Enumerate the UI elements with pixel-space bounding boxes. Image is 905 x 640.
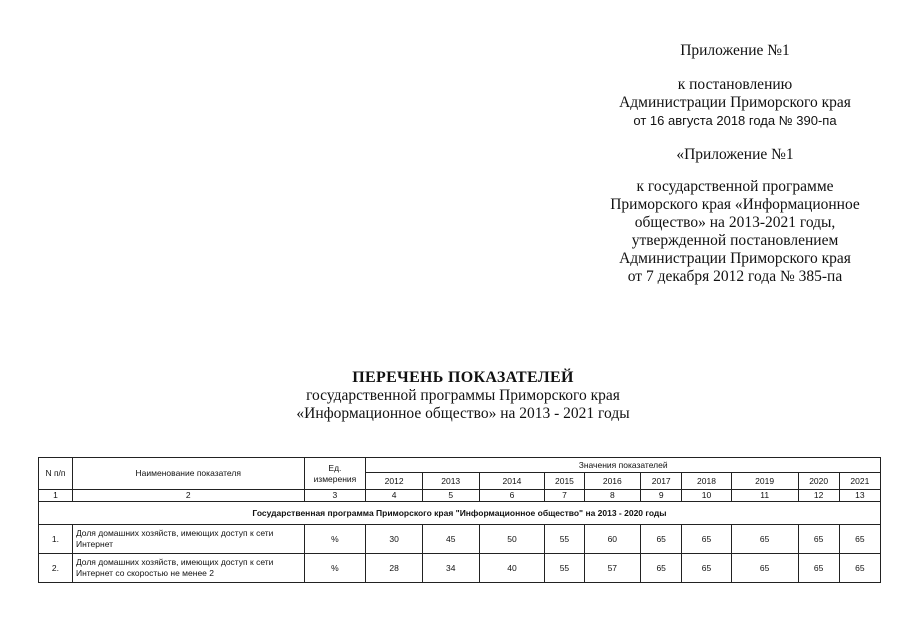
value-cell: 65 [731, 525, 798, 554]
col-header-name: Наименование показателя [72, 458, 304, 490]
title-line-1: ПЕРЕЧЕНЬ ПОКАЗАТЕЛЕЙ [352, 369, 574, 386]
value-cell: 65 [839, 554, 880, 583]
table-row [39, 554, 881, 583]
value-cell: 60 [584, 525, 641, 554]
value-cell: 65 [641, 554, 682, 583]
value-cell: 65 [641, 525, 682, 554]
year-header: 2019 [731, 473, 798, 490]
program-block [560, 178, 905, 286]
column-number: 11 [731, 490, 798, 502]
value-cell: 65 [798, 554, 839, 583]
value-cell: 40 [479, 554, 545, 583]
program-line: к государственной программе [636, 178, 834, 195]
appendix-quoted-block [560, 146, 905, 164]
unit-cell: % [304, 554, 366, 583]
col-header-unit: Ед. измерения [304, 458, 366, 490]
value-cell: 65 [798, 525, 839, 554]
administration-name: Администрации Приморского края [619, 94, 851, 111]
value-cell: 65 [731, 554, 798, 583]
value-cell: 30 [366, 525, 423, 554]
value-cell: 34 [422, 554, 479, 583]
year-header: 2012 [366, 473, 423, 490]
value-cell: 65 [839, 525, 880, 554]
indicators-table [38, 457, 881, 583]
row-number: 1. [39, 525, 73, 554]
program-line: от 7 декабря 2012 года № 385-па [627, 268, 843, 285]
column-number: 1 [39, 490, 73, 502]
value-cell: 55 [545, 525, 584, 554]
title-line-3: «Информационное общество» на 2013 - 2021 годы [296, 405, 630, 422]
value-cell: 28 [366, 554, 423, 583]
title-line-2: государственной программы Приморского края [306, 387, 620, 404]
column-number: 2 [72, 490, 304, 502]
unit-cell: % [304, 525, 366, 554]
year-header: 2018 [682, 473, 731, 490]
document-title [0, 369, 905, 423]
year-header: 2013 [422, 473, 479, 490]
value-cell: 55 [545, 554, 584, 583]
column-number: 12 [798, 490, 839, 502]
resolution-block [560, 76, 905, 130]
year-header: 2016 [584, 473, 641, 490]
value-cell: 57 [584, 554, 641, 583]
column-number: 8 [584, 490, 641, 502]
column-number: 3 [304, 490, 366, 502]
column-number: 5 [422, 490, 479, 502]
table-row [39, 525, 881, 554]
column-number: 6 [479, 490, 545, 502]
value-cell: 65 [682, 554, 731, 583]
year-header: 2014 [479, 473, 545, 490]
appendix-quoted: «Приложение №1 [676, 146, 794, 163]
value-cell: 50 [479, 525, 545, 554]
year-header: 2017 [641, 473, 682, 490]
column-number: 4 [366, 490, 423, 502]
program-line: общество» на 2013-2021 годы, [634, 214, 836, 231]
to-resolution: к постановлению [677, 76, 793, 93]
year-header: 2015 [545, 473, 584, 490]
indicator-name: Доля домашних хозяйств, имеющих доступ к сети Интернет со скоростью не менее 2 [72, 554, 304, 583]
section-heading: Государственная программа Приморского края "Информационное общество" на 2013 - 2020 годы [39, 502, 881, 525]
column-number: 7 [545, 490, 584, 502]
program-line: Администрации Приморского края [619, 250, 851, 267]
resolution-date: от 16 августа 2018 года № 390-па [633, 113, 837, 128]
row-number: 2. [39, 554, 73, 583]
year-header: 2021 [839, 473, 880, 490]
column-number: 9 [641, 490, 682, 502]
program-line: утвержденной постановлением [631, 232, 839, 249]
col-header-values: Значения показателей [366, 458, 881, 473]
column-number: 10 [682, 490, 731, 502]
appendix-label: Приложение №1 [680, 42, 790, 59]
value-cell: 45 [422, 525, 479, 554]
year-header: 2020 [798, 473, 839, 490]
appendix-header [560, 42, 905, 60]
indicator-name: Доля домашних хозяйств, имеющих доступ к сети Интернет [72, 525, 304, 554]
col-header-num: N п/п [39, 458, 73, 490]
column-number: 13 [839, 490, 880, 502]
program-line: Приморского края «Информационное [610, 196, 860, 213]
value-cell: 65 [682, 525, 731, 554]
